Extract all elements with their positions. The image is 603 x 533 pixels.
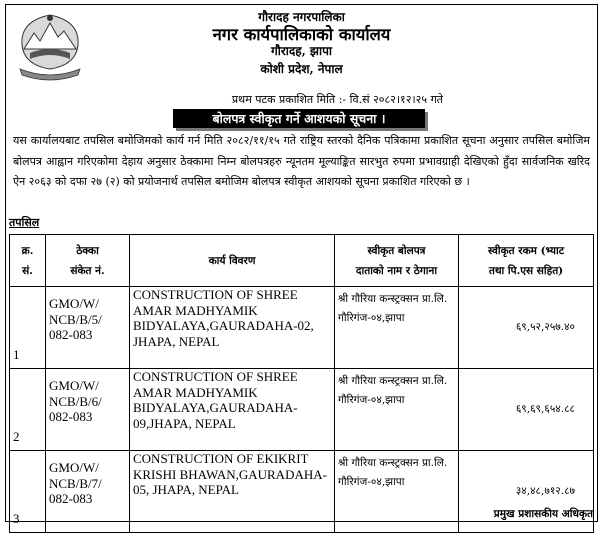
notice-body: यस कार्यालयबाट तपसिल बमोजिमको कार्य गर्न मिति २०८२/११/१५ गते राष्ट्रिय स्तरको दैनिक पत्रिकामा प्रकाशित सूचना अनुसार तपसिल बमोजिम बोलपत्र आह्वान गरिएकोमा देहाय अनुसार ठेक्कामा निम्न बोलपत्रहरु न्यूनतम मूल्याङ्कित सारभुत रुपमा प्रभावग्राही देखिएको हुँदा सार्वजनिक खरिद ऐन २०६३ को दफा २७ (२) को प्रयोजनार्थ तपसिल बमोजिम बोलपत्र स्वीकृत आशयको सूचना प्रकाशित गरिएको छ । bbox=[13, 134, 590, 188]
row-bidder: श्री गौरिया कन्स्ट्रक्सन प्रा.लि. गौरिगंज-०४,झापा bbox=[335, 369, 459, 451]
office-address: गौरादह, झापा bbox=[270, 44, 333, 58]
row-sn: 2 bbox=[10, 369, 46, 451]
row-amount: ३४,४८,७१२.८७ bbox=[459, 451, 594, 533]
row-contract-code: GMO/W/ NCB/B/6/ 082-083 bbox=[46, 369, 130, 451]
header-work-description: कार्य विवरण bbox=[130, 235, 335, 287]
row-amount: ६९,५२,२५७.४० bbox=[459, 287, 594, 369]
municipality-name: गौरादह नगरपालिका bbox=[258, 10, 345, 24]
signature-title: प्रमुख प्रशासकीय अधिकृत bbox=[493, 508, 593, 520]
publication-date-line bbox=[0, 92, 603, 107]
row-sn: 3 bbox=[10, 451, 46, 533]
row-contract-code: GMO/W/ NCB/B/5/ 082-083 bbox=[46, 287, 130, 369]
notice-title: बोलपत्र स्वीकृत गर्ने आशयको सूचना । bbox=[173, 109, 425, 128]
table-row bbox=[10, 287, 594, 369]
row-sn: 1 bbox=[10, 287, 46, 369]
row-work-description: CONSTRUCTION OF SHREE AMAR MADHYAMIK BIDYALAYA,GAURADAHA-09,JHAPA, NEPAL bbox=[130, 369, 335, 451]
row-work-description: CONSTRUCTION OF EKIKRIT KRISHI BHAWAN,GAURADAHA-05, JHAPA, NEPAL bbox=[130, 451, 335, 533]
row-amount: ६९,६९,६५४.८८ bbox=[459, 369, 594, 451]
publication-date: प्रथम पटक प्रकाशित मिति :- वि.सं २०८२।१२।२५ गते bbox=[231, 93, 444, 106]
table-header-row bbox=[10, 235, 594, 287]
table-row bbox=[10, 369, 594, 451]
header-contract-code: ठेक्का संकेत नं. bbox=[46, 235, 130, 287]
header-bidder: स्वीकृत बोलपत्र दाताको नाम र ठेगाना bbox=[335, 235, 459, 287]
province-name: कोशी प्रदेश, नेपाल bbox=[260, 62, 343, 76]
row-bidder: श्री गौरिया कन्स्ट्रक्सन प्रा.लि. गौरिगंज-०४,झापा bbox=[335, 451, 459, 533]
row-contract-code: GMO/W/ NCB/B/7/ 082-083 bbox=[46, 451, 130, 533]
row-work-description: CONSTRUCTION OF SHREE AMAR MADHYAMIK BIDYALAYA,GAURADAHA-02, JHAPA, NEPAL bbox=[130, 287, 335, 369]
row-bidder: श्री गौरिया कन्स्ट्रक्सन प्रा.लि. गौरिगंज-०४,झापा bbox=[335, 287, 459, 369]
schedule-label: तपसिल bbox=[9, 216, 40, 229]
tender-table bbox=[9, 234, 594, 533]
header-amount: स्वीकृत रकम (भ्याट तथा पि.एस सहित) bbox=[459, 235, 594, 287]
office-name: नगर कार्यपालिकाको कार्यालय bbox=[212, 25, 391, 44]
header-sn: क्र. सं. bbox=[10, 235, 46, 287]
